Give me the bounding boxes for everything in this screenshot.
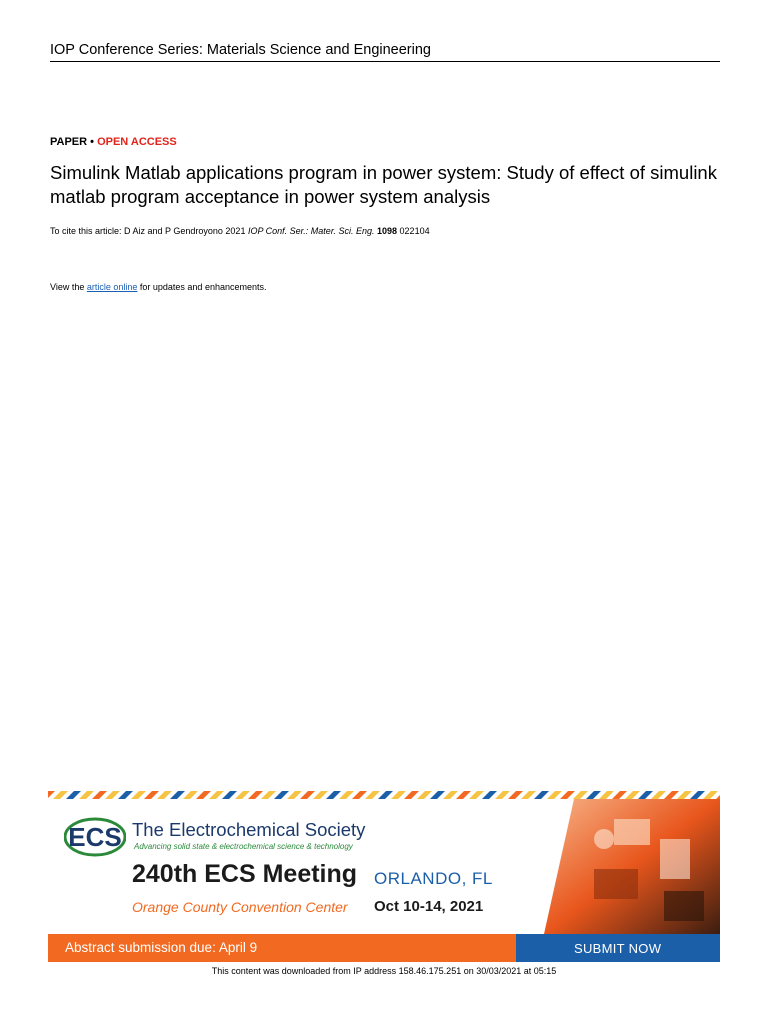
citation-journal: IOP Conf. Ser.: Mater. Sci. Eng. (247, 226, 375, 236)
journal-header: IOP Conference Series: Materials Science and Engineering (50, 42, 720, 62)
view-online-line (50, 282, 266, 292)
convention-photo (544, 799, 720, 934)
citation-volume: 1098 (377, 226, 398, 236)
citation-line (50, 226, 430, 236)
citation-prefix: To cite this article: D Aiz and P Gendroyono 2021 (50, 226, 248, 236)
society-name: The Electrochemical Society (132, 819, 366, 840)
meeting-title: 240th ECS Meeting (132, 860, 358, 888)
abstract-deadline: Abstract submission due: April 9 (65, 940, 258, 955)
article-online-link[interactable]: article online (86, 282, 138, 292)
citation-article-number: 022104 (397, 226, 430, 236)
meeting-location: ORLANDO, FL (374, 869, 493, 888)
submit-now-label[interactable]: SUBMIT NOW (574, 941, 662, 956)
view-prefix: View the (50, 282, 87, 292)
open-access-label: OPEN ACCESS (97, 136, 177, 148)
view-suffix: for updates and enhancements. (137, 282, 267, 292)
meeting-dates: Oct 10-14, 2021 (374, 898, 484, 915)
ecs-logo-text: ECS (68, 822, 122, 852)
society-tagline: Advancing solid state & electrochemical science & technology (134, 842, 353, 851)
ecs-logo-icon (64, 817, 126, 857)
banner-stripe (48, 791, 720, 799)
label-separator: • (87, 136, 98, 148)
paper-type-label (50, 136, 177, 148)
meeting-venue: Orange County Convention Center (132, 899, 348, 915)
ecs-ad-banner[interactable] (48, 791, 720, 962)
download-note: This content was downloaded from IP address 158.46.175.251 on 30/03/2021 at 05:15 (211, 966, 557, 976)
article-title: Simulink Matlab applications program in power system: Study of effect of simulink matlab program acceptance in power system analysis (50, 162, 717, 207)
paper-type: PAPER (50, 136, 88, 148)
